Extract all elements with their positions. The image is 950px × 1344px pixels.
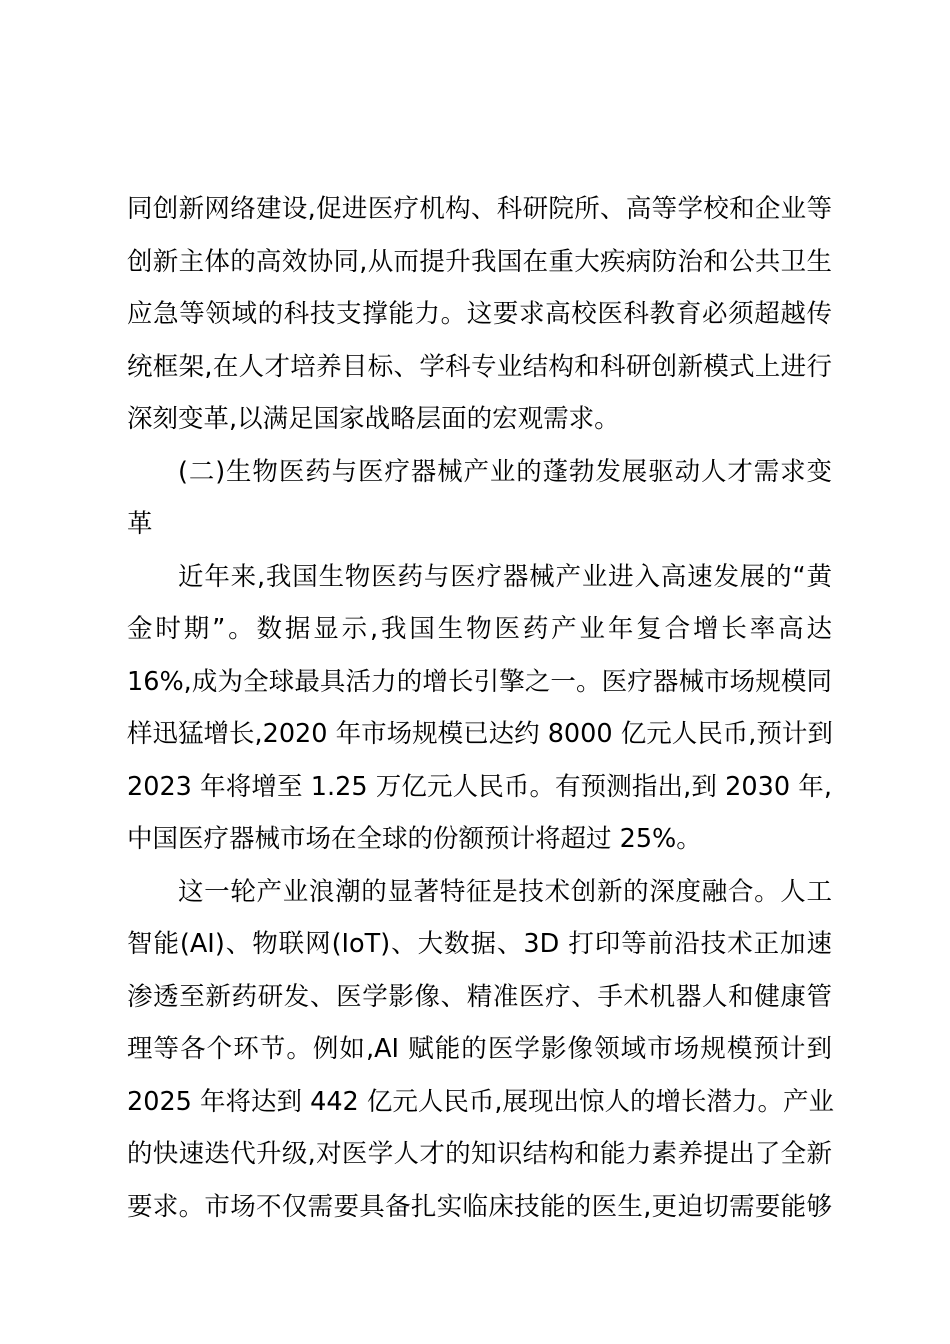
text-line: 深刻变革,以满足国家战略层面的宏观需求。 xyxy=(127,404,620,434)
text-line: 中国医疗器械市场在全球的份额预计将超过 25%。 xyxy=(127,824,702,854)
text-line: 近年来,我国生物医药与医疗器械产业进入高速发展的“黄 xyxy=(178,561,832,592)
text-line: 金时期”。数据显示,我国生物医药产业年复合增长率高达 xyxy=(127,614,832,644)
text-line: 2023 年将增至 1.25 万亿元人民币。有预测指出,到 2030 年, xyxy=(127,771,832,802)
document-body xyxy=(127,183,832,1233)
text-line: 理等各个环节。例如,AI 赋能的医学影像领域市场规模预计到 xyxy=(127,1034,832,1064)
text-line: 渗透至新药研发、医学影像、精准医疗、手术机器人和健康管 xyxy=(127,981,832,1012)
text-line: 16%,成为全球最具活力的增长引擎之一。医疗器械市场规模同 xyxy=(127,666,832,697)
text-line: 智能(AI)、物联网(IoT)、大数据、3D 打印等前沿技术正加速 xyxy=(127,929,832,959)
text-line: 统框架,在人才培养目标、学科专业结构和科研创新模式上进行 xyxy=(127,351,832,382)
section-heading xyxy=(127,446,832,551)
text-line: 要求。市场不仅需要具备扎实临床技能的医生,更迫切需要能够 xyxy=(127,1191,832,1222)
text-line: 这一轮产业浪潮的显著特征是技术创新的深度融合。人工 xyxy=(178,876,832,907)
text-line: 应急等领域的科技支撑能力。这要求高校医科教育必须超越传 xyxy=(127,299,832,329)
text-line: 2025 年将达到 442 亿元人民币,展现出惊人的增长潜力。产业 xyxy=(127,1086,834,1117)
text-line: 创新主体的高效协同,从而提升我国在重大疾病防治和公共卫生 xyxy=(127,246,832,277)
text-line: 同创新网络建设,促进医疗机构、科研院所、高等学校和企业等 xyxy=(127,194,832,224)
paragraph-technology xyxy=(127,866,832,1234)
text-line: 的快速迭代升级,对医学人才的知识结构和能力素养提出了全新 xyxy=(127,1139,832,1169)
text-line: (二)生物医药与医疗器械产业的蓬勃发展驱动人才需求变 xyxy=(178,456,832,487)
paragraph-market-growth xyxy=(127,551,832,866)
paragraph-continued xyxy=(127,183,832,446)
text-line: 革 xyxy=(127,509,153,539)
text-line: 样迅猛增长,2020 年市场规模已达约 8000 亿元人民币,预计到 xyxy=(127,719,833,749)
